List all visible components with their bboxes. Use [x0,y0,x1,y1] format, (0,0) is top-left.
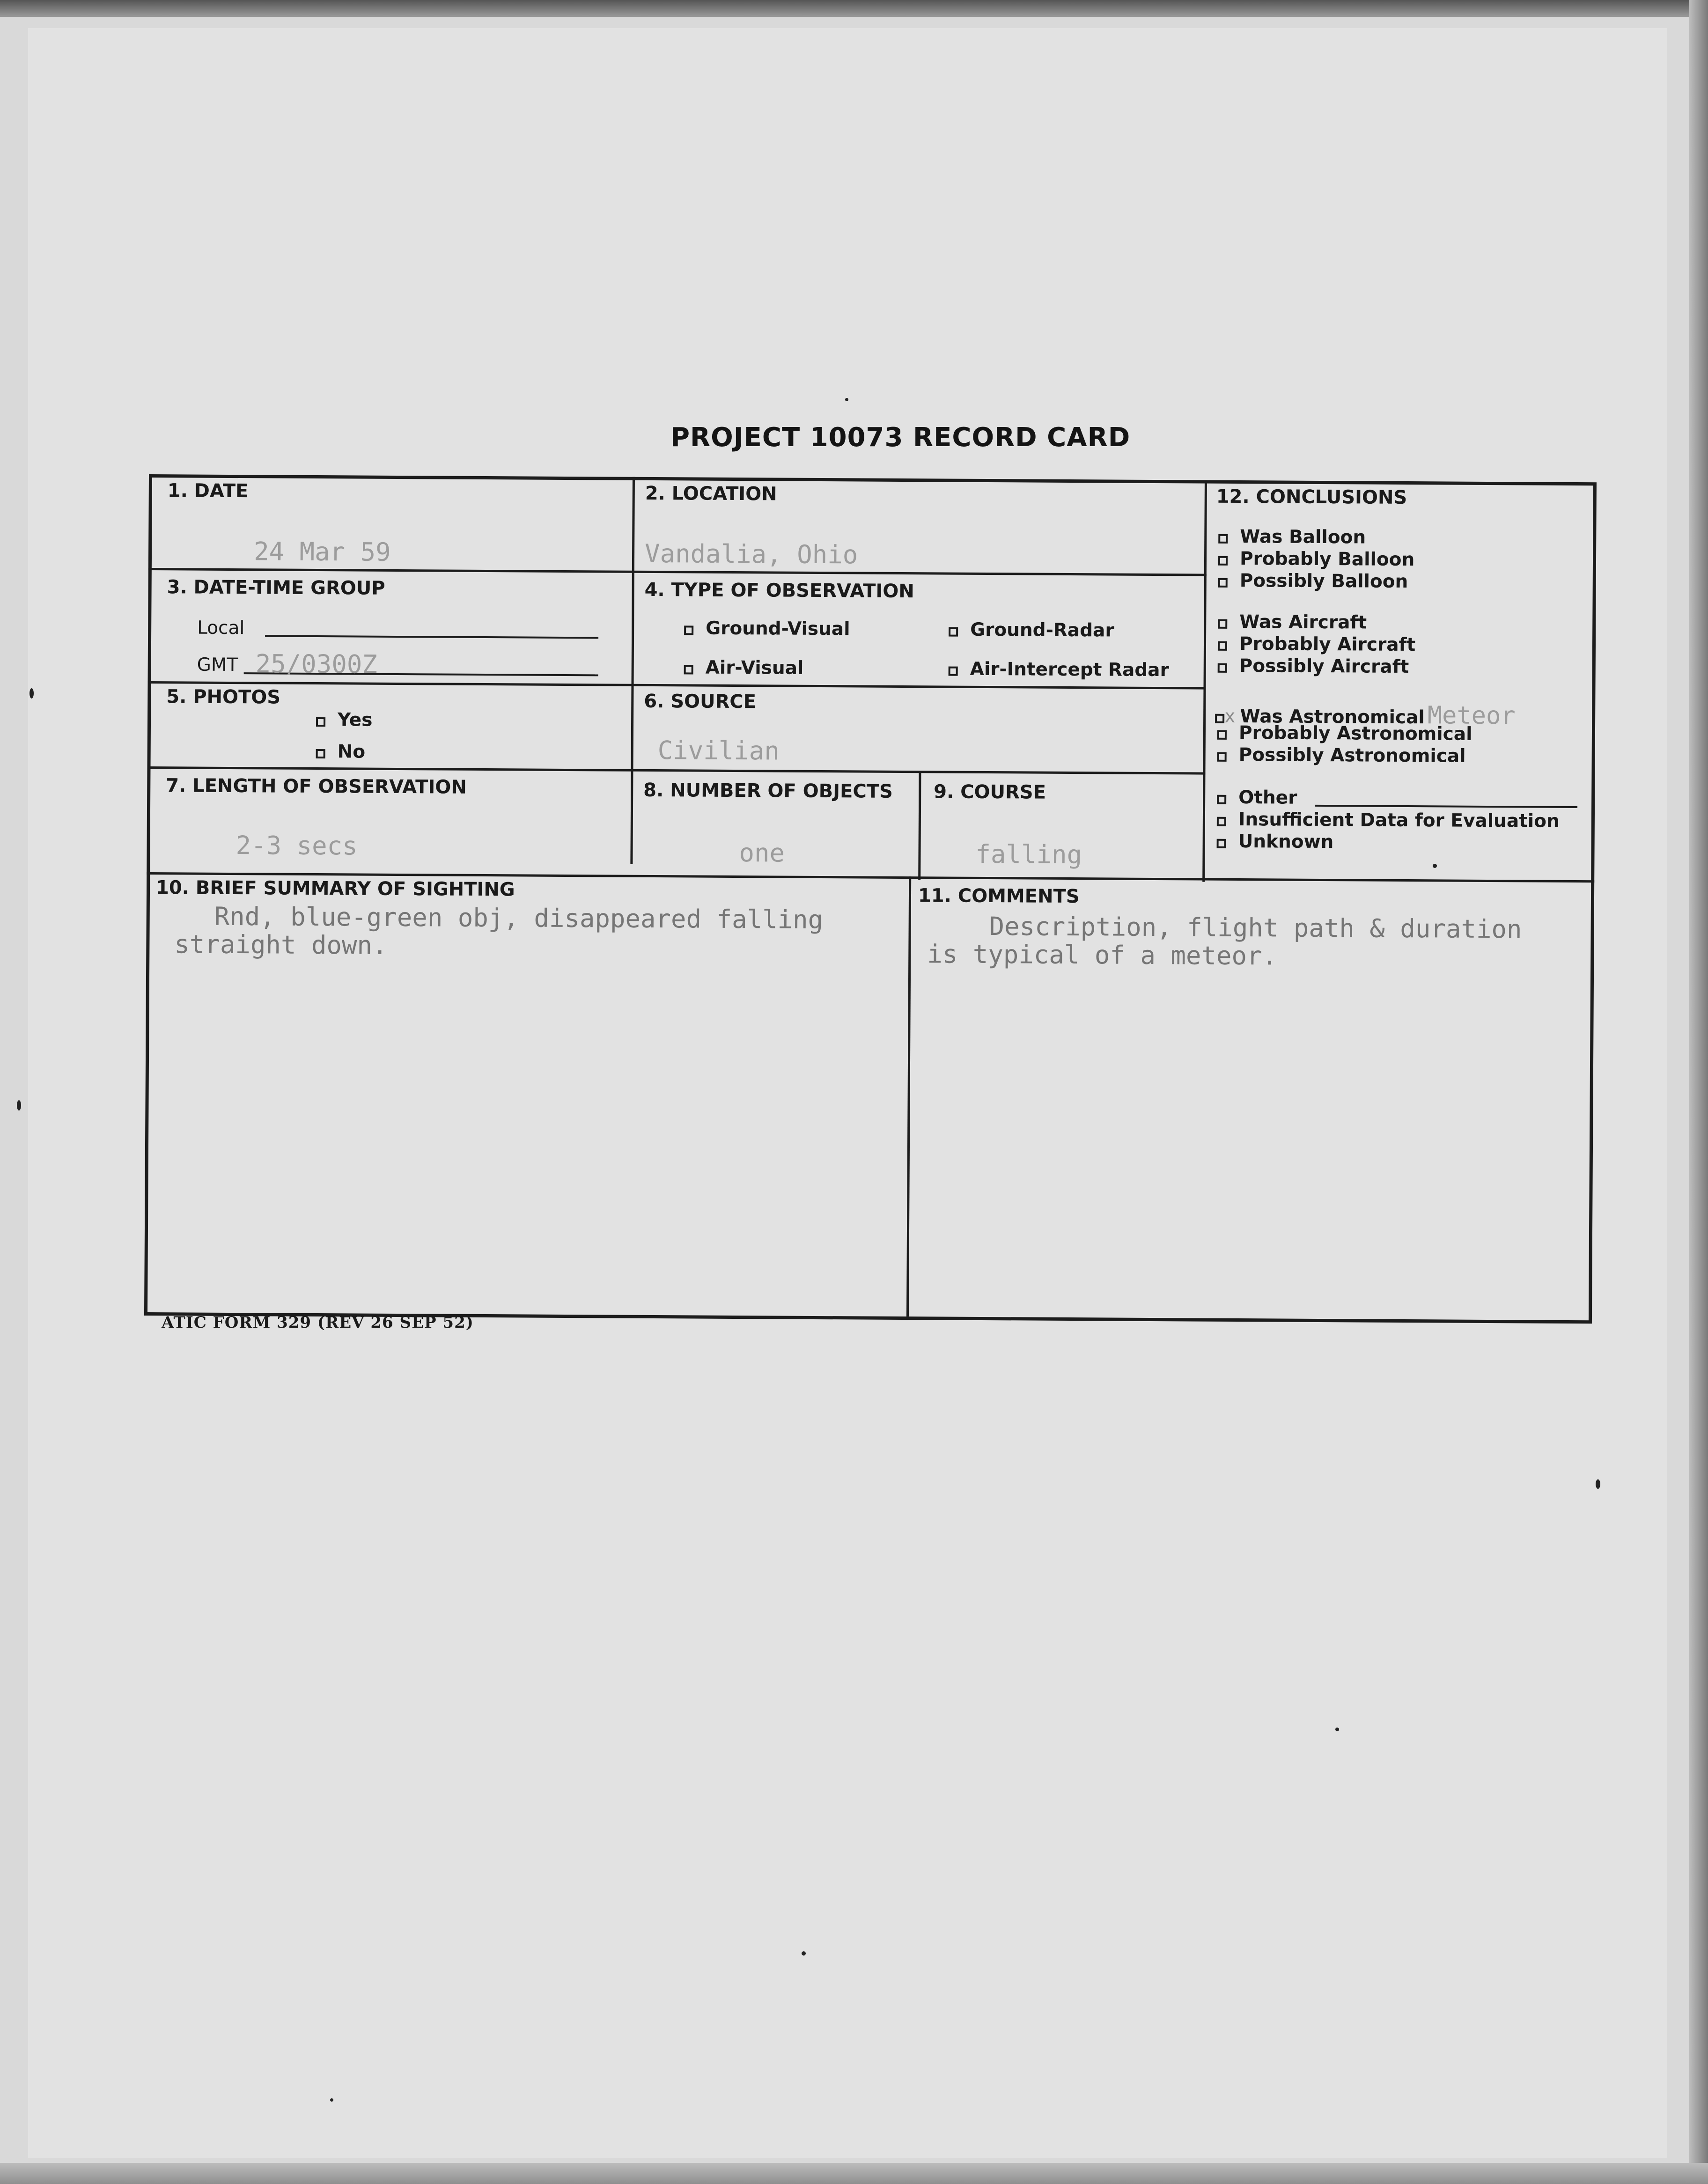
checkbox-icon[interactable] [316,749,325,758]
checkbox-icon[interactable] [684,625,693,635]
scan-speck [802,1951,806,1956]
checkbox-icon[interactable] [949,627,958,637]
checkbox-icon[interactable] [1218,556,1228,566]
gmt-value: 25/0300Z [255,649,378,679]
scan-speck [1596,1479,1600,1489]
course-value: falling [975,839,1082,870]
scan-speck [330,2098,333,2102]
comments-label: 11. COMMENTS [918,885,1080,908]
number-of-objects-label: 8. NUMBER OF OBJECTS [643,779,893,802]
conclusion-possibly-balloon[interactable]: Possibly Balloon [1218,570,1408,592]
option-photos-no[interactable]: No [316,741,366,763]
card-title: PROJECT 10073 RECORD CARD [670,422,1131,453]
scan-frame-bottom [0,2163,1708,2184]
scan-speck [845,398,848,401]
brief-summary-line-1: Rnd, blue-green obj, disappeared falling [214,901,824,935]
length-of-observation-value: 2-3 secs [236,831,358,861]
source-value: Civilian [657,735,780,766]
scan-speck [1433,864,1437,868]
conclusion-was-balloon[interactable]: Was Balloon [1218,526,1366,548]
conclusion-insufficient-data[interactable]: Insufficient Data for Evaluation [1217,809,1560,832]
brief-summary-label: 10. BRIEF SUMMARY OF SIGHTING [155,877,515,901]
checkbox-icon[interactable] [316,717,325,727]
checkbox-icon[interactable] [1218,663,1227,673]
scan-frame-right [1689,0,1708,2184]
date-label: 1. DATE [167,480,249,502]
checkbox-icon[interactable] [1218,619,1227,629]
conclusion-probably-aircraft[interactable]: Probably Aircraft [1218,633,1415,655]
checkbox-icon[interactable] [1217,817,1226,826]
checkbox-icon[interactable] [1217,795,1226,804]
comments-line-1: Description, flight path & duration [989,912,1522,944]
checkbox-icon[interactable] [1217,752,1227,762]
number-of-objects-value: one [739,838,785,868]
conclusion-possibly-aircraft[interactable]: Possibly Aircraft [1218,655,1409,677]
checkbox-icon[interactable] [1217,839,1226,848]
location-value: Vandalia, Ohio [644,538,858,570]
date-value: 24 Mar 59 [253,537,391,567]
source-label: 6. SOURCE [644,690,757,713]
conclusion-probably-balloon[interactable]: Probably Balloon [1218,548,1415,570]
scan-speck [1335,1728,1339,1731]
course-label: 9. COURSE [934,781,1046,803]
astronomical-note: Meteor [1427,701,1516,730]
gmt-label: GMT [197,654,238,676]
form-id: ATIC FORM 329 (REV 26 SEP 52) [162,1313,474,1332]
conclusion-possibly-astronomical[interactable]: Possibly Astronomical [1217,744,1466,767]
option-air-visual[interactable]: Air-Visual [684,657,804,678]
option-ground-visual[interactable]: Ground-Visual [684,618,850,640]
checked-mark: x [1224,706,1236,727]
brief-summary-line-2: straight down. [174,929,388,960]
conclusion-other[interactable]: Other [1217,787,1297,809]
photos-label: 5. PHOTOS [166,686,281,708]
conclusion-unknown[interactable]: Unknown [1217,831,1334,853]
type-of-observation-label: 4. TYPE OF OBSERVATION [644,579,914,603]
checkbox-icon[interactable] [1218,641,1227,651]
checkbox-icon[interactable] [1218,534,1228,544]
location-label: 2. LOCATION [645,482,777,505]
option-ground-radar[interactable]: Ground-Radar [949,619,1114,641]
conclusion-probably-astronomical[interactable]: Probably Astronomical [1217,722,1472,745]
date-time-group-label: 3. DATE-TIME GROUP [167,576,385,599]
checkbox-icon[interactable] [684,665,693,674]
length-of-observation-label: 7. LENGTH OF OBSERVATION [166,775,467,798]
scan-speck [17,1100,21,1110]
conclusion-was-aircraft[interactable]: Was Aircraft [1218,611,1367,633]
local-label: Local [197,617,245,639]
checkbox-icon[interactable] [1218,578,1228,588]
checkbox-icon[interactable] [1217,730,1227,740]
conclusions-label: 12. CONCLUSIONS [1216,485,1407,509]
checkbox-icon[interactable] [949,667,958,676]
conclusion-was-astronomical[interactable]: x Was Astronomical Meteor [1215,700,1516,730]
scan-speck [29,688,34,699]
option-photos-yes[interactable]: Yes [316,709,373,731]
comments-line-2: is typical of a meteor. [927,939,1278,971]
option-air-intercept-radar[interactable]: Air-Intercept Radar [949,659,1169,681]
record-card [144,474,1597,1324]
scan-frame-top [0,0,1708,17]
